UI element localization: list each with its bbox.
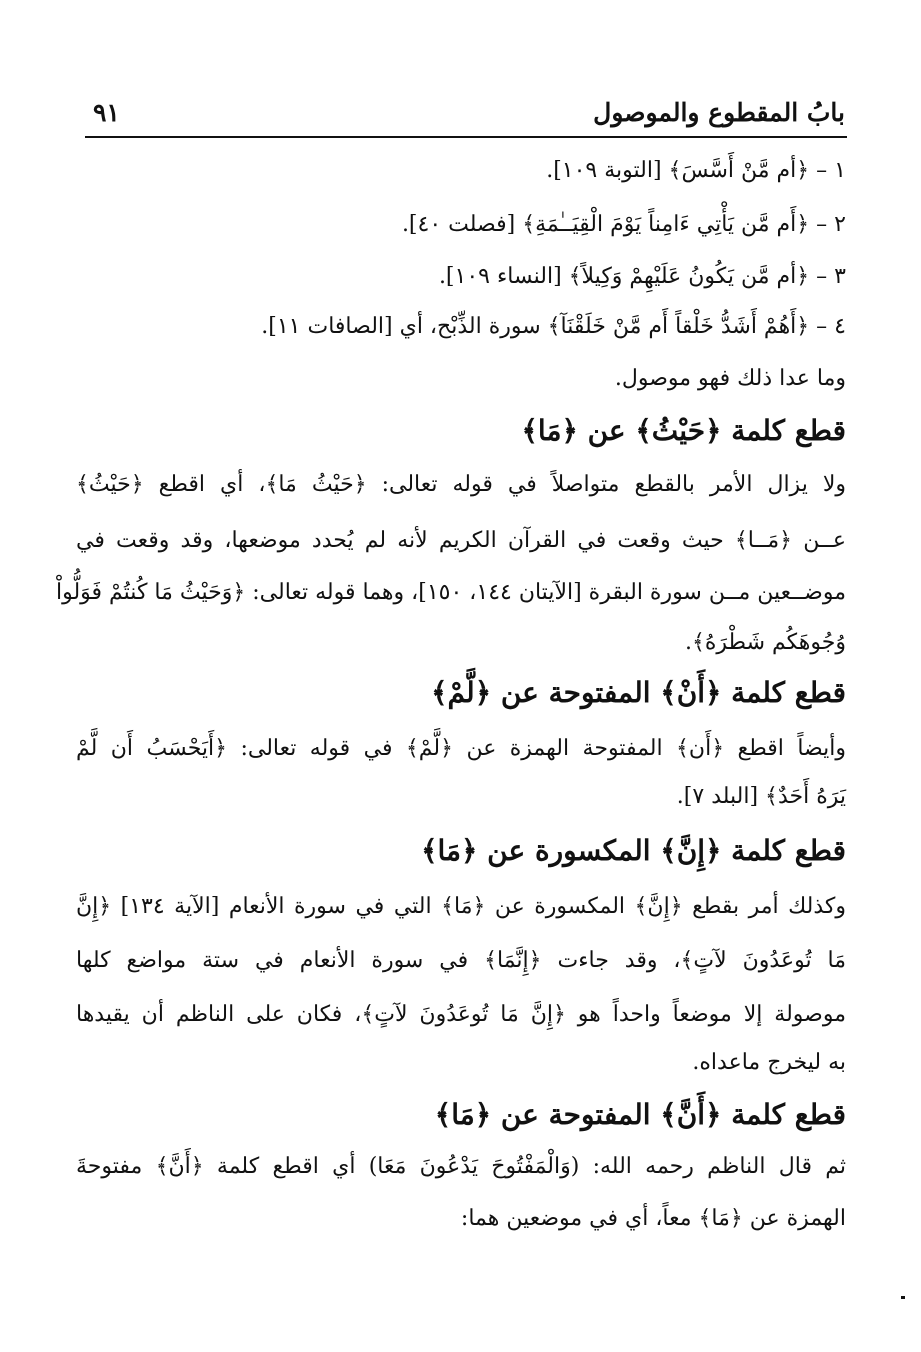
chapter-title: بابُ المقطوع والموصول xyxy=(593,98,845,127)
paragraph-line: موضــعين مــن سورة البقرة [الآيتان ١٤٤، ١٥٠]، وهما قوله تعالى: ﴿وَحَيْثُ مَا كُنتُمْ فَوَلُّواْ xyxy=(55,580,846,605)
section-heading-anna-ma: قطع كلمة ﴿أَنَّ﴾ المفتوحة عن ﴿مَا﴾ xyxy=(434,1098,846,1131)
list-item-2: ٢ – ﴿أَم مَّن يَأْتِي ءَامِناً يَوْمَ الْقِيَــٰمَةِ﴾ [فصلت ٤٠]. xyxy=(401,212,846,237)
header-divider xyxy=(85,136,847,138)
paragraph-line: وما عدا ذلك فهو موصول. xyxy=(614,366,846,391)
paragraph-line: ولا يزال الأمر بالقطع متواصلاً في قوله تعالى: ﴿حَيْثُ مَا﴾، أي اقطع ﴿حَيْثُ﴾ xyxy=(76,472,846,497)
page-number: ٩١ xyxy=(93,98,120,127)
paragraph-line: موصولة إلا موضعاً واحداً هو ﴿إِنَّ مَا تُوعَدُونَ لآتٍ﴾، فكان على الناظم أن يقيدها xyxy=(76,1002,846,1027)
page-header xyxy=(85,92,845,132)
paragraph-line: مَا تُوعَدُونَ لآتٍ﴾، وقد جاءت ﴿إِنَّمَا﴾ في سورة الأنعام في ستة مواضع كلها xyxy=(76,948,846,973)
paragraph-line: وكذلك أمر بقطع ﴿إِنَّ﴾ المكسورة عن ﴿مَا﴾ التي في سورة الأنعام [الآية ١٣٤] ﴿إِنَّ xyxy=(76,894,846,919)
paragraph-line: وأيضاً اقطع ﴿أَن﴾ المفتوحة الهمزة عن ﴿لَّمْ﴾ في قوله تعالى: ﴿أَيَحْسَبُ أَن لَّمْ xyxy=(76,736,846,761)
list-item-3: ٣ – ﴿أم مَّن يَكُونُ عَلَيْهِمْ وَكِيلاً﴾ [النساء ١٠٩]. xyxy=(438,264,846,289)
paragraph-line: به ليخرج ماعداه. xyxy=(692,1050,846,1075)
list-item-1: ١ – ﴿أم مَّنْ أَسَّسَ﴾ [التوبة ١٠٩]. xyxy=(546,158,846,183)
section-heading-haythu: قطع كلمة ﴿حَيْثُ﴾ عن ﴿مَا﴾ xyxy=(521,414,846,447)
list-item-4: ٤ – ﴿أَهُمْ أَشَدُّ خَلْقاً أَم مَّنْ خَلَقْنَآ﴾ سورة الذِّبْح، أي [الصافات ١١]. xyxy=(261,314,846,339)
paragraph-line: يَرَهُ أَحَدٌ﴾ [البلد ٧]. xyxy=(676,784,846,809)
paragraph-line: ثم قال الناظم رحمه الله: (وَالْمَفْتُوحَ يَدْعُونَ مَعَا) أي اقطع كلمة ﴿أَنَّ﴾ مفتوحةَ xyxy=(76,1154,846,1179)
paragraph-line: وُجُوهَكُم شَطْرَهُ﴾. xyxy=(684,630,846,655)
section-heading-an-lam: قطع كلمة ﴿أَنْ﴾ المفتوحة عن ﴿لَّمْ﴾ xyxy=(431,676,846,709)
paragraph-line: الهمزة عن ﴿مَا﴾ معاً، أي في موضعين هما: xyxy=(460,1206,846,1231)
section-heading-inna-ma: قطع كلمة ﴿إِنَّ﴾ المكسورة عن ﴿مَا﴾ xyxy=(421,834,846,867)
paragraph-line: عــن ﴿مَــا﴾ حيث وقعت في القرآن الكريم لأنه لم يُحدد موضعها، وقد وقعت في xyxy=(76,528,846,553)
scan-mark xyxy=(901,1296,905,1299)
